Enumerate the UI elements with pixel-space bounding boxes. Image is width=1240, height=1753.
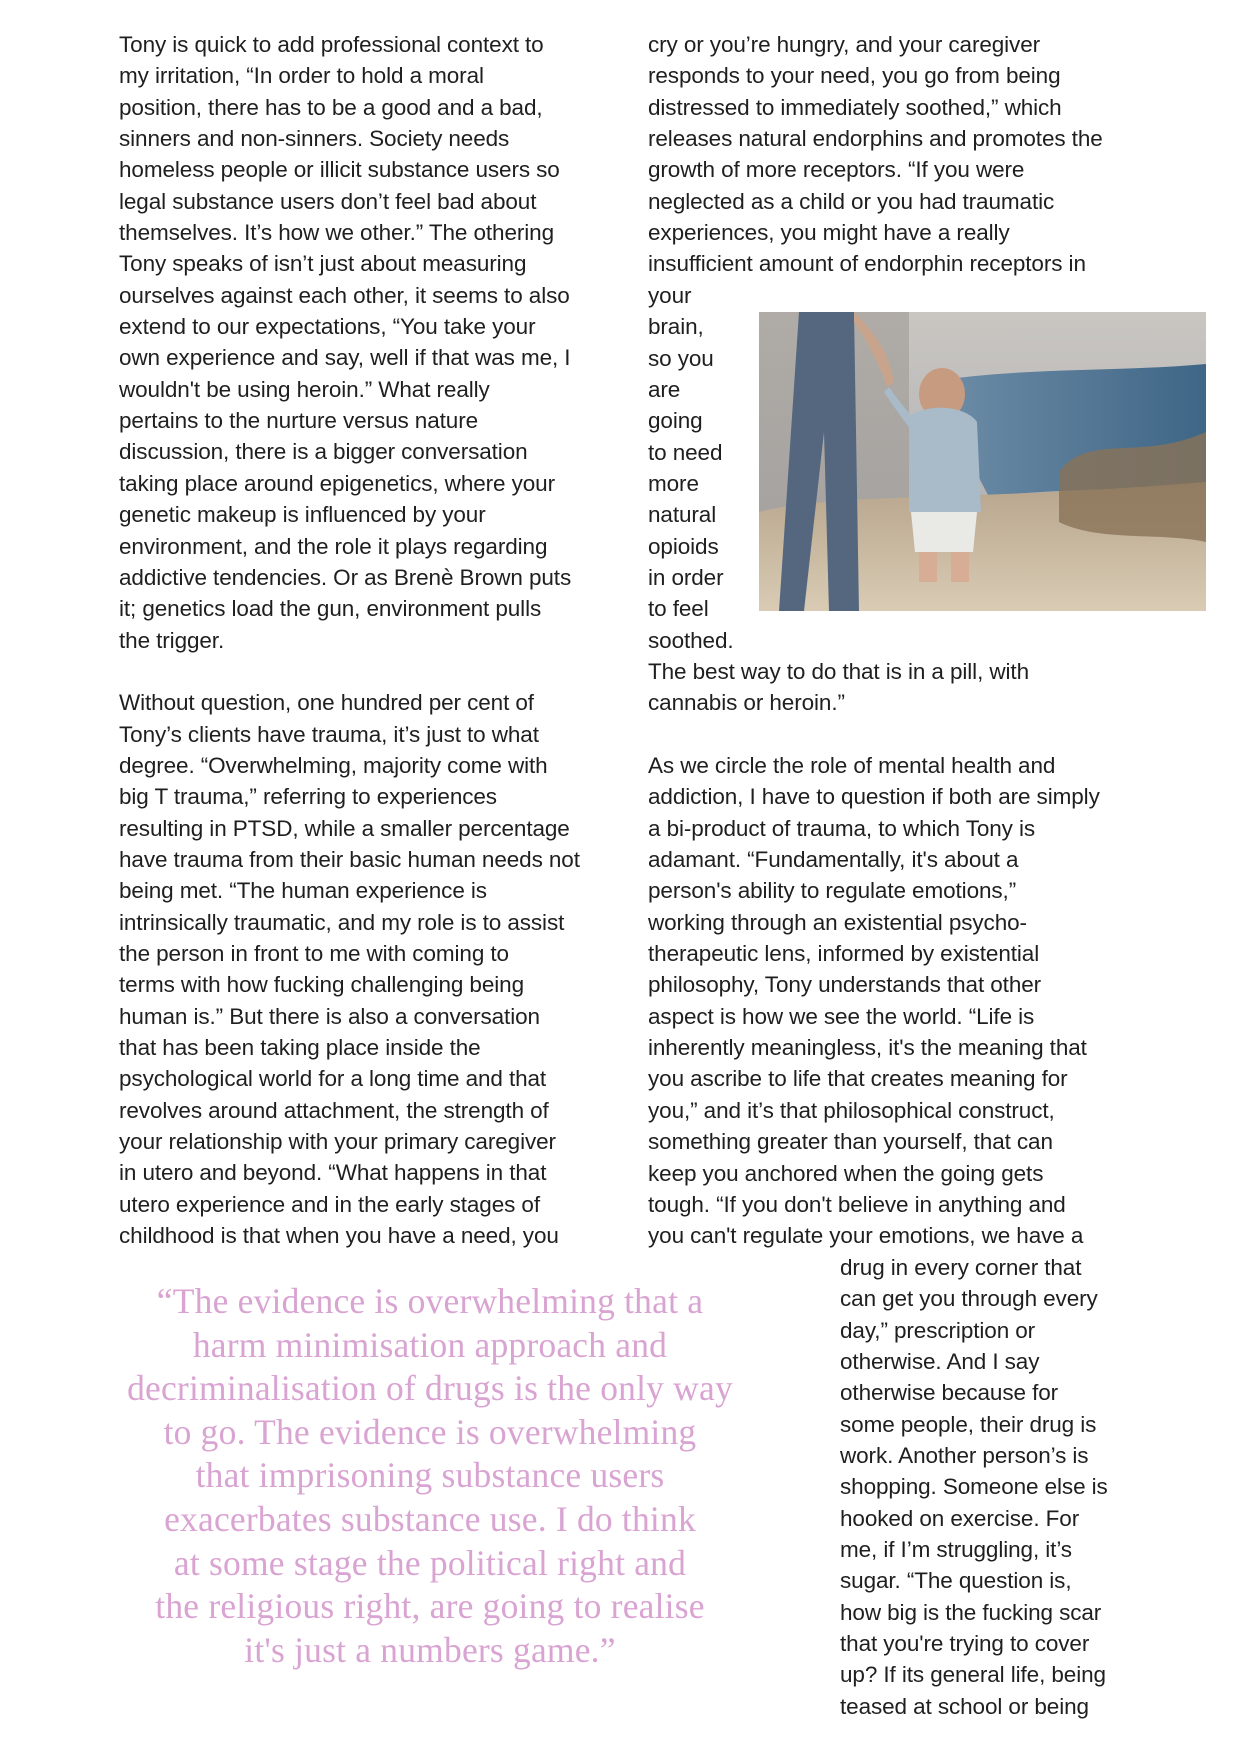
text-line: you ascribe to life that creates meaning for [648,1066,1068,1092]
text-line: revolves around attachment, the strength of [119,1097,549,1123]
text-line: ourselves against each other, it seems to also [119,282,570,308]
paragraph-gap [648,719,1138,750]
text-line: Without question, one hundred per cent of [119,690,534,716]
text-line: hooked on exercise. For [840,1505,1080,1531]
text-line: utero experience and in the early stages of [119,1191,540,1217]
paragraph-gap [119,656,609,687]
text-line: up? If its general life, being [840,1662,1106,1688]
text-line: taking place around epigenetics, where your [119,470,555,496]
pull-quote [40,1280,820,1672]
text-line: work. Another person’s is [840,1443,1089,1469]
text-line: extend to our expectations, “You take your [119,314,536,340]
text-line: working through an existential psycho- [648,909,1027,935]
pull-quote-line: to go. The evidence is overwhelming [163,1411,697,1452]
text-line: soothed. [648,627,734,653]
text-line: the person in front to me with coming to [119,940,509,966]
text-line: to feel [648,596,709,622]
text-line: insufficient amount of endorphin receptors in [648,251,1086,277]
article-right-column-mid [648,656,1138,1252]
text-line: keep you anchored when the going gets [648,1160,1044,1186]
pull-quote-line: the religious right, are going to realise [155,1586,705,1627]
text-line: tough. “If you don't believe in anything and [648,1191,1066,1217]
text-line: a bi-product of trauma, to which Tony is [648,815,1036,841]
text-line: natural [648,502,717,528]
text-line: going [648,408,703,434]
text-line: so you [648,345,714,371]
text-line: psychological world for a long time and that [119,1066,547,1092]
text-line: resulting in PTSD, while a smaller percentage [119,815,570,841]
text-line: something greater than yourself, that can [648,1129,1053,1155]
text-line: can get you through every [840,1286,1098,1312]
text-line: pertains to the nurture versus nature [119,408,479,434]
text-line: sugar. “The question is, [840,1568,1072,1594]
pull-quote-line: that imprisoning substance users [195,1455,665,1496]
text-line: cannabis or heroin.” [648,690,845,716]
text-line: degree. “Overwhelming, majority come with [119,752,548,778]
text-line: opioids [648,533,719,559]
text-line: your relationship with your primary caregiver [119,1129,556,1155]
article-left-column [119,29,609,1251]
text-line: brain, [648,314,704,340]
text-line: adamant. “Fundamentally, it's about a [648,847,1019,873]
text-line: As we circle the role of mental health and [648,753,1056,779]
text-line: being met. “The human experience is [119,878,487,904]
pull-quote-line: at some stage the political right and [173,1542,687,1583]
text-line: person's ability to regulate emotions,” [648,878,1017,904]
text-line: inherently meaningless, it's the meaning that [648,1035,1087,1061]
text-line: in utero and beyond. “What happens in that [119,1160,547,1186]
text-line: environment, and the role it plays regarding [119,533,548,559]
text-line: addiction, I have to question if both are simply [648,784,1100,810]
text-line: position, there has to be a good and a bad, [119,94,543,120]
text-line: wouldn't be using heroin.” What really [119,376,490,402]
text-line: addictive tendencies. Or as Brenè Brown puts [119,564,572,590]
text-line: are [648,377,681,403]
text-line: legal substance users don’t feel bad about [119,188,537,214]
text-line: the trigger. [119,627,225,653]
text-line: discussion, there is a bigger conversation [119,439,528,465]
text-line: otherwise because for [840,1380,1059,1406]
text-line: that has been taking place inside the [119,1035,481,1060]
text-line: day,” prescription or [840,1317,1036,1343]
text-line: growth of more receptors. “If you were [648,157,1025,183]
text-line: genetic makeup is influenced by your [119,502,486,528]
article-right-column-top [648,29,1128,280]
text-line: intrinsically traumatic, and my role is to assist [119,909,565,935]
text-line: more [648,471,699,497]
text-line: philosophy, Tony understands that other [648,972,1042,998]
text-line: it; genetics load the gun, environment pulls [119,596,542,622]
article-right-column-bottom [840,1252,1130,1722]
text-line: me, if I’m struggling, it’s [840,1537,1072,1563]
text-line: otherwise. And I say [840,1349,1040,1375]
text-line: own experience and say, well if that was me, I [119,345,571,371]
text-line: neglected as a child or you had traumatic [648,188,1055,214]
pull-quote-line: “The evidence is overwhelming that a [156,1281,704,1321]
text-line: Tony’s clients have trauma, it’s just to what [119,721,539,747]
text-line: responds to your need, you go from being [648,63,1061,89]
text-line: themselves. It’s how we other.” The othering [119,220,554,246]
text-line: have trauma from their basic human needs not [119,846,580,872]
text-line: childhood is that when you have a need, you [119,1223,559,1249]
text-line: some people, their drug is [840,1411,1097,1437]
text-line: in order [648,565,724,591]
text-line: homeless people or illicit substance users so [119,157,560,183]
text-line: distressed to immediately soothed,” which [648,94,1062,120]
mother-child-photo [759,312,1206,611]
text-line: your [648,283,692,308]
text-line: teased at school or being [840,1693,1089,1719]
pull-quote-line: decriminalisation of drugs is the only way [127,1368,733,1409]
text-line: experiences, you might have a really [648,220,1010,246]
text-line: that you're trying to cover [840,1631,1090,1657]
pull-quote-line: it's just a numbers game.” [244,1629,616,1670]
pull-quote-line: exacerbates substance use. I do think [164,1498,696,1539]
text-line: you can't regulate your emotions, we have a [648,1223,1084,1249]
text-line: The best way to do that is in a pill, with [648,659,1029,684]
text-line: to need [648,439,723,465]
pull-quote-line: harm minimisation approach and [192,1324,668,1365]
text-line: cry or you’re hungry, and your caregiver [648,32,1041,57]
text-line: Tony is quick to add professional context to [119,32,544,57]
text-line: big T trauma,” referring to experiences [119,784,497,810]
text-line: Tony speaks of isn’t just about measuring [119,251,527,277]
text-line: human is.” But there is also a conversation [119,1003,540,1029]
photo-illustration [759,312,1206,611]
text-line: shopping. Someone else is [840,1474,1108,1500]
article-right-column-wrap [648,280,758,656]
text-line: therapeutic lens, informed by existential [648,941,1040,967]
text-line: terms with how fucking challenging being [119,972,524,998]
text-line: aspect is how we see the world. “Life is [648,1003,1035,1029]
text-line: my irritation, “In order to hold a moral [119,63,484,89]
text-line: releases natural endorphins and promotes the [648,126,1103,152]
text-line: how big is the fucking scar [840,1599,1102,1625]
text-line: sinners and non-sinners. Society needs [119,126,510,152]
text-line: drug in every corner that [840,1255,1082,1280]
text-line: you,” and it’s that philosophical construct, [648,1097,1055,1123]
